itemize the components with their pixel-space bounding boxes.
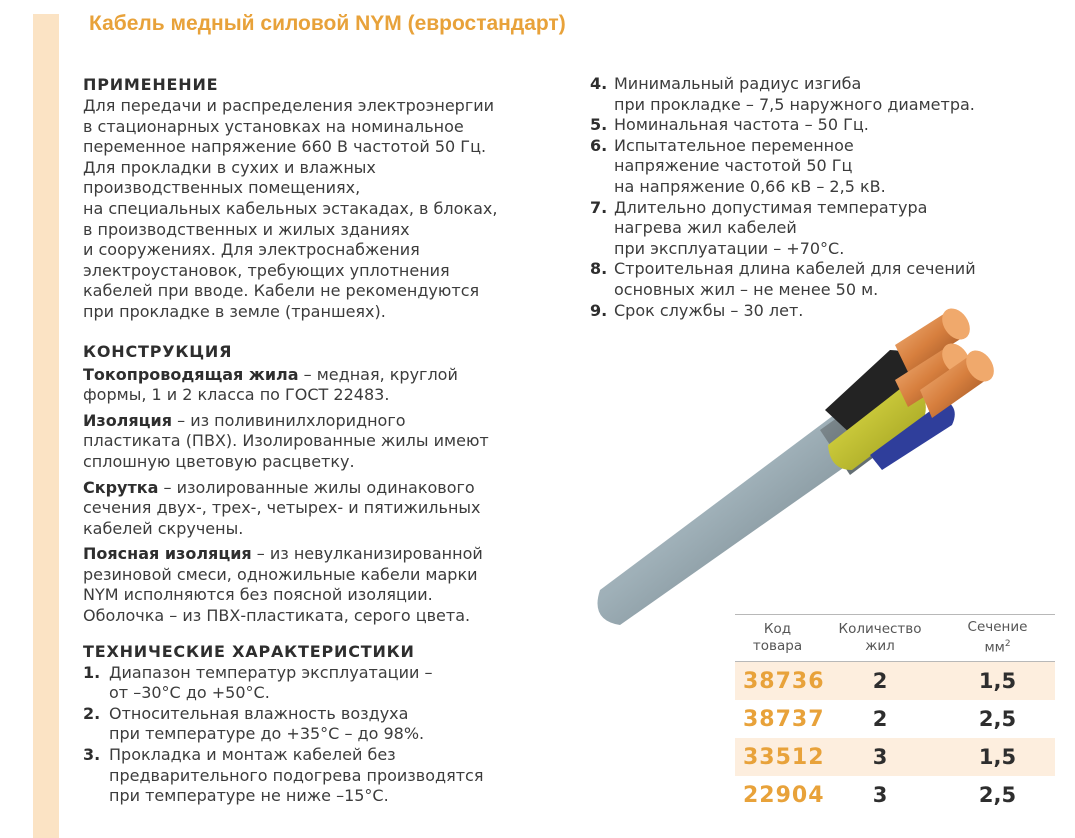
tech-item: [83, 745, 553, 807]
cell-section: 1,5: [978, 745, 1017, 769]
tech-section: [83, 641, 553, 807]
tech-list-left: [83, 663, 553, 807]
construction-term: Токопроводящая жила: [83, 364, 299, 384]
tech-item-number: 8.: [590, 259, 608, 279]
tech-item: [590, 74, 1060, 115]
tech-item: [590, 115, 1060, 136]
tech-item-text: Строительная длина кабелей для сечений основных жил – не менее 50 м.: [614, 259, 976, 299]
cell-cores: 2: [872, 707, 888, 731]
construction-term: Изоляция: [83, 410, 173, 430]
tech-item-text: Диапазон температур эксплуатации – от –30°С до +50°С.: [109, 662, 433, 703]
header-section: [940, 619, 1055, 657]
table-row: [735, 738, 1055, 776]
tech-item-text: Прокладка и монтаж кабелей без предварительного подогрева производятся при температуре не ниже –15°С.: [109, 745, 484, 806]
tech-item-number: 1.: [83, 662, 101, 682]
tech-list-right: [590, 74, 1060, 321]
cell-section: 2,5: [978, 783, 1017, 807]
tech-item-text: Длительно допустимая температура нагрева жил кабелей при эксплуатации – +70°С.: [614, 197, 928, 258]
header-code: Код товара: [752, 621, 803, 654]
application-heading: ПРИМЕНЕНИЕ: [83, 75, 219, 94]
tech-heading: ТЕХНИЧЕСКИЕ ХАРАКТЕРИСТИКИ: [83, 641, 415, 661]
tech-item-text: Номинальная частота – 50 Гц.: [614, 115, 869, 135]
cable-illustration: [590, 290, 1050, 650]
table-row: [735, 776, 1055, 814]
cell-section: 2,5: [978, 707, 1017, 731]
tech-item: [83, 704, 553, 745]
tech-item: [83, 663, 553, 704]
tech-item-number: 3.: [83, 745, 101, 765]
tech-item: [590, 198, 1060, 260]
cell-code: 33512: [743, 744, 825, 770]
cell-code: 22904: [743, 782, 825, 808]
construction-term: Скрутка: [83, 477, 159, 497]
construction-item: [83, 365, 553, 406]
header-cores: Количество жил: [838, 621, 922, 654]
tech-item-number: 5.: [590, 115, 608, 135]
tech-item: [590, 136, 1060, 198]
table-row: [735, 700, 1055, 738]
construction-text: – из невулканизированной резиновой смеси, одножильные кабели марки NYM исполняются без поясной изоляции. Оболочка – из ПВХ-пластиката, серого цвета.: [83, 544, 483, 626]
header-section-label: Сечение мм: [967, 619, 1028, 656]
tech-item-text: Минимальный радиус изгиба при прокладке – 7,5 наружного диаметра.: [614, 74, 975, 114]
construction-term: Поясная изоляция: [83, 544, 252, 564]
tech-item-number: 6.: [590, 135, 608, 155]
cell-code: 38736: [743, 668, 825, 694]
tech-item-number: 2.: [83, 703, 101, 723]
cell-section: 1,5: [978, 669, 1017, 693]
construction-item: [83, 544, 553, 626]
table-header: [735, 615, 1055, 661]
tech-item-number: 9.: [590, 300, 608, 320]
page-title: Кабель медный силовой NYM (евростандарт): [89, 12, 566, 35]
cell-code: 38737: [743, 706, 825, 732]
right-column: [590, 74, 1060, 321]
construction-text: – из поливинилхлоридного пластиката (ПВХ). Изолированные жилы имеют сплошную цветовую расцветку.: [83, 410, 489, 471]
tech-item-number: 4.: [590, 74, 608, 93]
left-accent-bar: [33, 14, 59, 838]
left-column: [83, 74, 553, 807]
application-text: Для передачи и распределения электроэнергии в стационарных установках на номинальное переменное напряжение 660 В частотой 50 Гц. Для прокладки в сухих и влажных производственных помещениях, на специальных кабельных эстакадах, в блоках, в производственных и жилых зданиях и сооружениях. Для электроснабжения электроустановок, требующих уплотнения кабелей при вводе. Кабели не рекомендуются при прокладке в земле (траншеях).: [83, 96, 498, 321]
construction-item: [83, 411, 553, 473]
tech-item-number: 7.: [590, 197, 608, 217]
cell-cores: 3: [872, 745, 888, 769]
construction-text: – медная, круглой формы, 1 и 2 класса по ГОСТ 22483.: [83, 364, 458, 405]
construction-heading: КОНСТРУКЦИЯ: [83, 341, 233, 361]
table-row: [735, 662, 1055, 700]
product-table: [735, 614, 1055, 814]
header-section-sup: 2: [1004, 639, 1011, 650]
tech-item-text: Испытательное переменное напряжение частотой 50 Гц на напряжение 0,66 кВ – 2,5 кВ.: [614, 135, 886, 196]
construction-text: – изолированные жилы одинакового сечения двух-, трех-, четырех- и пятижильных кабелей скручены.: [83, 477, 481, 538]
construction-item: [83, 478, 553, 540]
cell-cores: 3: [872, 783, 888, 807]
tech-item-text: Относительная влажность воздуха при температуре до +35°С – до 98%.: [109, 703, 425, 744]
cell-cores: 2: [872, 669, 888, 693]
tech-item-text: Срок службы – 30 лет.: [614, 300, 804, 320]
